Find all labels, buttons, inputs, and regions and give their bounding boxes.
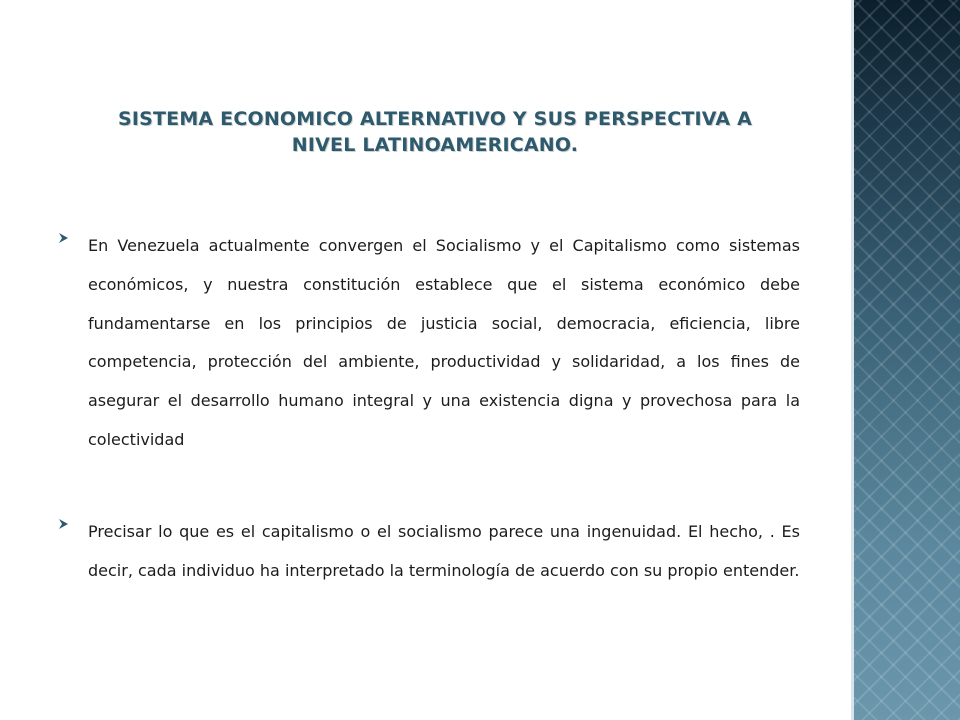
bullet-list bbox=[58, 227, 800, 590]
slide-title: SISTEMA ECONOMICO ALTERNATIVO Y SUS PERSPECTIVA A NIVEL LATINOAMERICANO. bbox=[117, 108, 753, 156]
arrowhead-bullet-icon bbox=[58, 518, 70, 530]
bullet-text: Precisar lo que es el capitalismo o el socialismo parece una ingenuidad. El hecho, . Es decir, cada individuo ha interpretado la terminología de acuerdo con su propio entender. bbox=[88, 521, 800, 580]
bullet-item bbox=[58, 227, 800, 460]
bullet-item bbox=[58, 513, 800, 591]
bullet-text: En Venezuela actualmente convergen el Socialismo y el Capitalismo como sistemas económicos, y nuestra constitución establece que el sistema económico debe fundamentarse en los principios de justicia social, democracia, eficiencia, libre competencia, protección del ambiente, productividad y solidaridad, a los fines de asegurar el desarrollo humano integral y una existencia digna y provechosa para la colectividad bbox=[88, 236, 800, 449]
side-panel-edge bbox=[851, 0, 854, 720]
decorative-side-panel bbox=[851, 0, 960, 720]
arrowhead-bullet-icon bbox=[58, 232, 70, 244]
